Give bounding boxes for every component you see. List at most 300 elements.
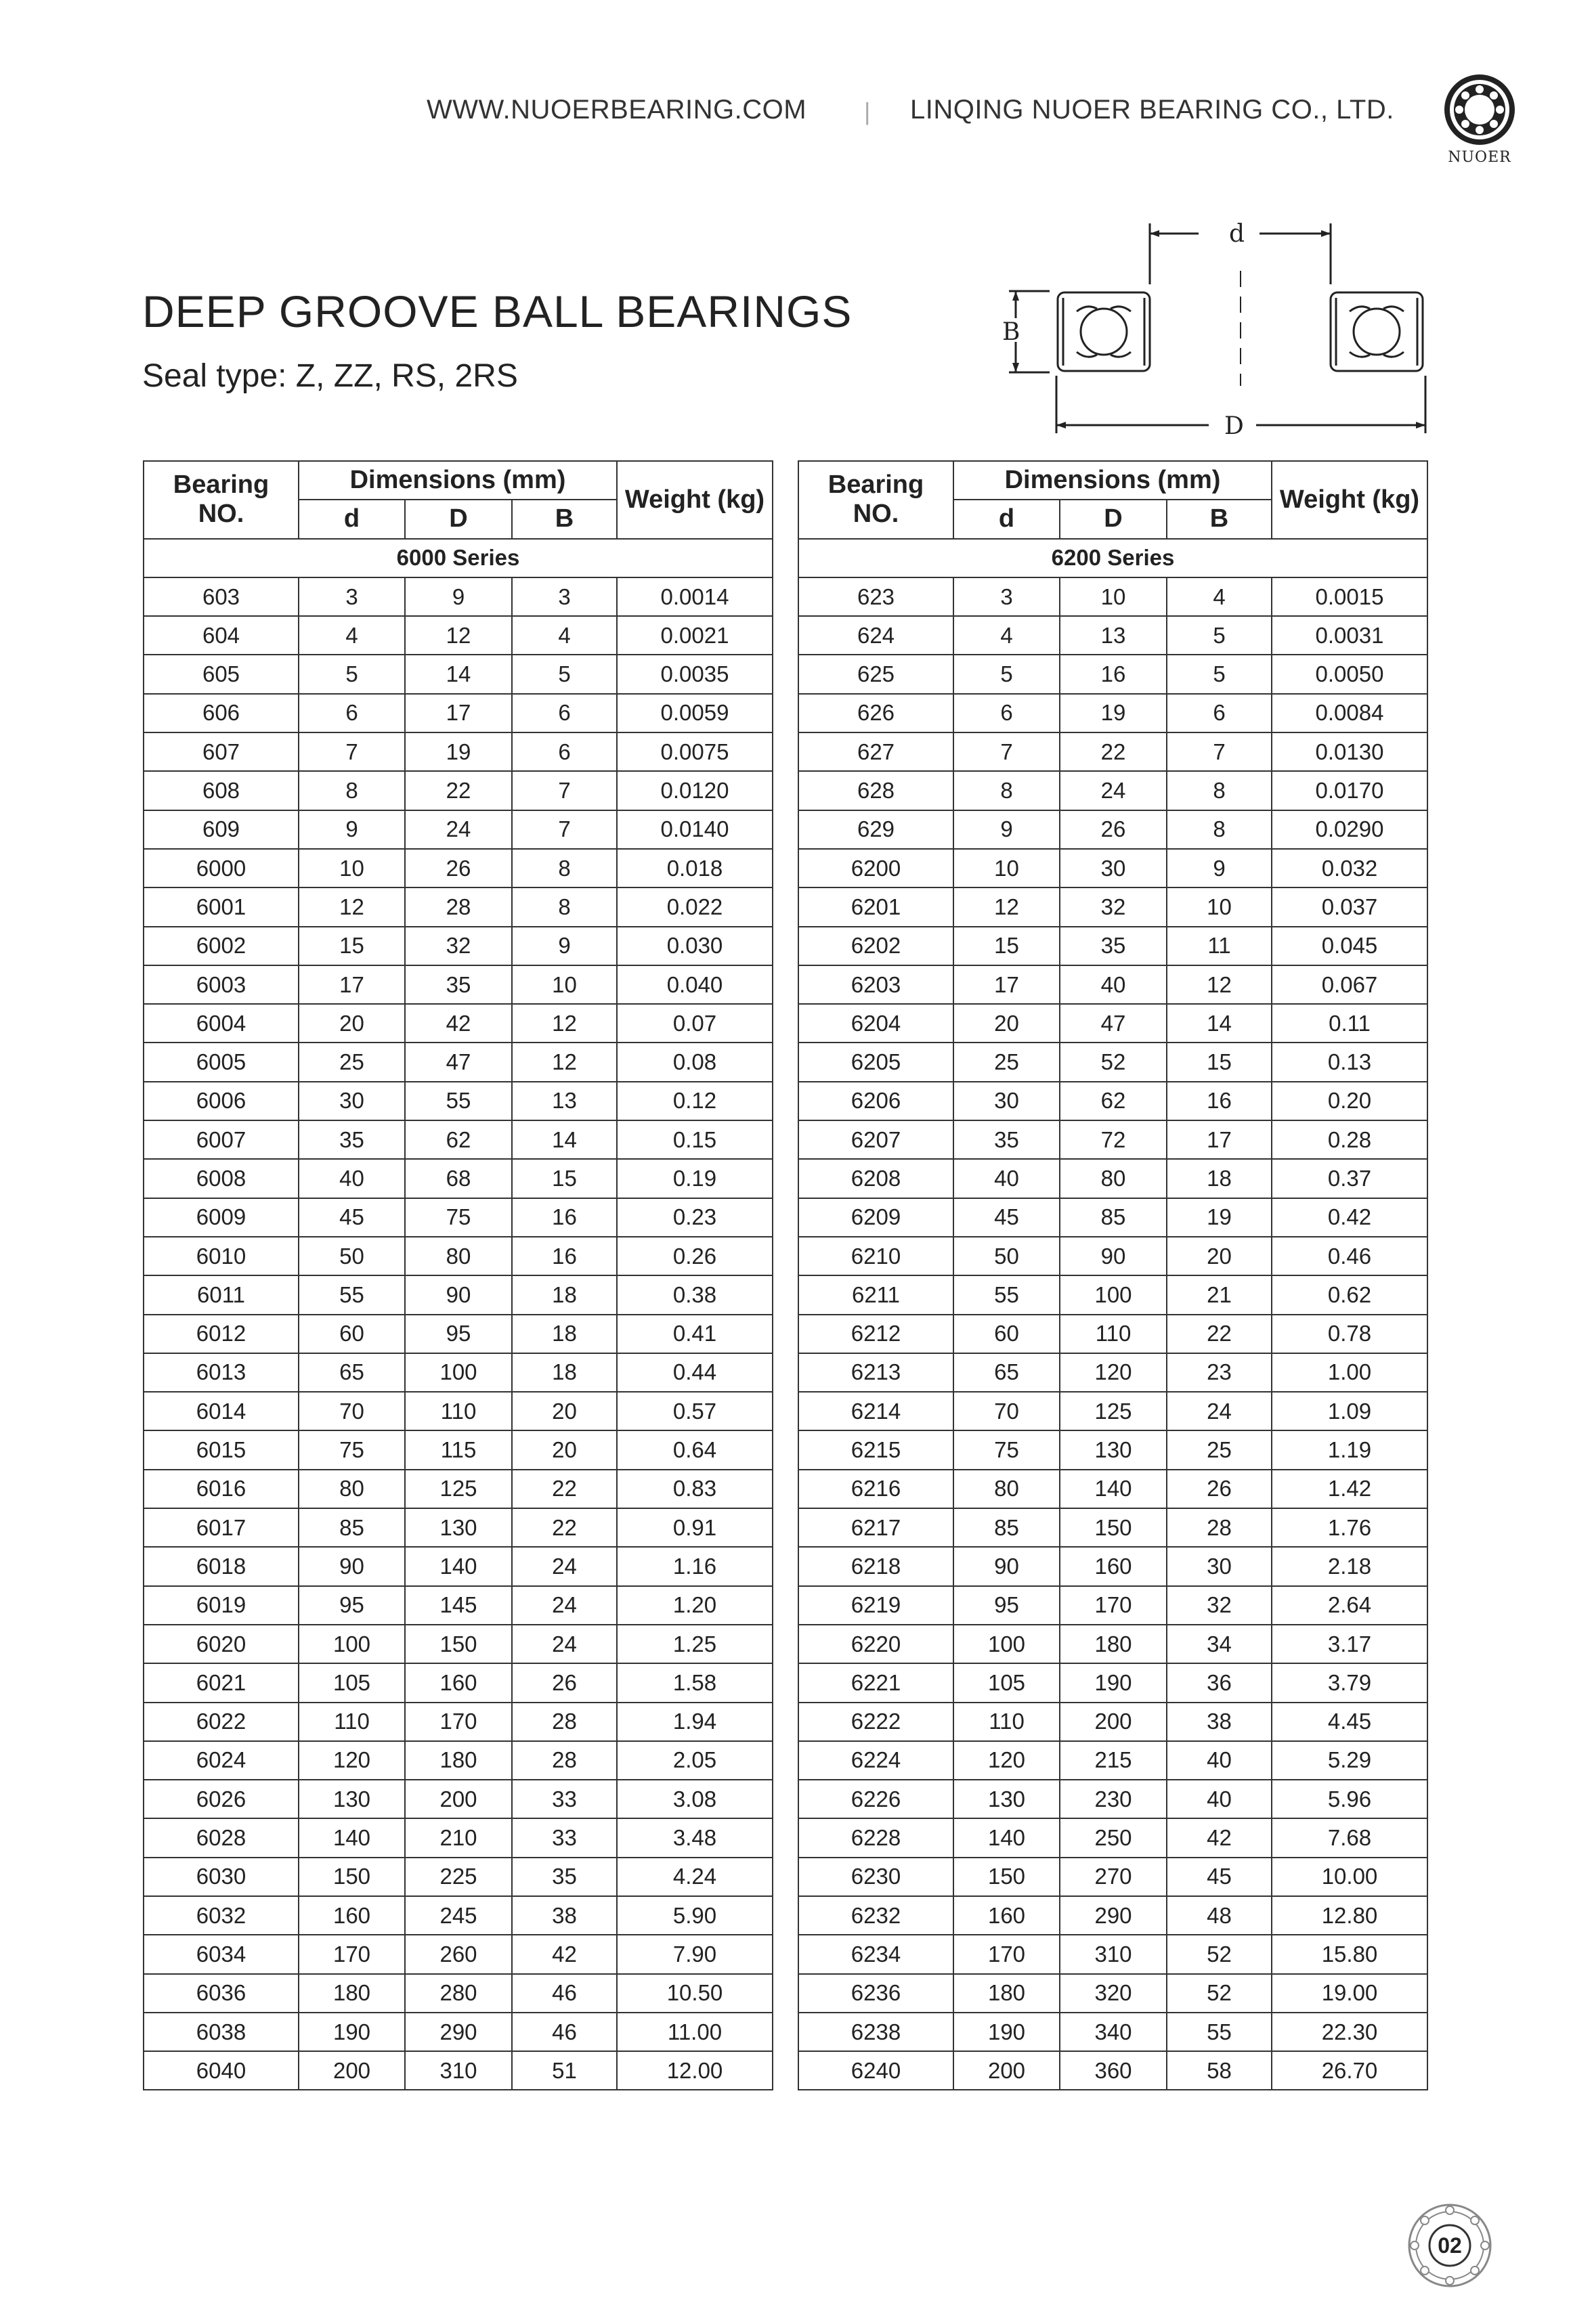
weight-header: Weight (kg) — [1272, 461, 1427, 539]
table-row — [798, 965, 1427, 1004]
dim-d-cell: 17 — [953, 965, 1060, 1004]
dim-B-cell: 20 — [512, 1392, 617, 1430]
seal-type-subtitle: Seal type: Z, ZZ, RS, 2RS — [142, 358, 518, 394]
dim-B-cell: 3 — [512, 577, 617, 616]
table-row — [798, 2051, 1427, 2090]
bearing-no-cell: 6007 — [144, 1120, 299, 1159]
weight-cell: 0.0035 — [617, 655, 773, 693]
table-row — [144, 1237, 773, 1275]
dim-B-cell: 38 — [1167, 1703, 1272, 1741]
table-row — [144, 1974, 773, 2013]
bearing-no-cell: 6012 — [144, 1315, 299, 1353]
table-row — [144, 1353, 773, 1392]
dim-B-cell: 8 — [1167, 810, 1272, 849]
bearing-no-cell: 6017 — [144, 1508, 299, 1547]
weight-cell: 0.28 — [1272, 1120, 1427, 1159]
dim-B-cell: 24 — [512, 1625, 617, 1663]
bearing-no-cell: 6032 — [144, 1896, 299, 1935]
weight-cell: 1.76 — [1272, 1508, 1427, 1547]
table-row — [798, 1159, 1427, 1198]
dim-B-cell: 52 — [1167, 1974, 1272, 2013]
dim-D-cell: 145 — [405, 1586, 512, 1625]
table-row — [798, 1780, 1427, 1818]
dim-d-cell: 160 — [299, 1896, 405, 1935]
bearing-no-cell: 606 — [144, 694, 299, 732]
table-row — [798, 1043, 1427, 1081]
table-row — [798, 1896, 1427, 1935]
table-row — [144, 1625, 773, 1663]
dim-d-cell: 70 — [953, 1392, 1060, 1430]
dim-d-cell: 170 — [299, 1935, 405, 1973]
dim-B-cell: 10 — [1167, 887, 1272, 926]
dim-d-cell: 12 — [299, 887, 405, 926]
table-row — [144, 887, 773, 926]
bearing-no-cell: 6211 — [798, 1275, 953, 1314]
bearing-no-cell: 6011 — [144, 1275, 299, 1314]
dim-d-cell: 20 — [299, 1004, 405, 1043]
header-row — [798, 461, 1427, 500]
bearing-no-cell: 6213 — [798, 1353, 953, 1392]
weight-cell: 0.0140 — [617, 810, 773, 849]
dim-d-cell: 17 — [299, 965, 405, 1004]
dim-B-cell: 38 — [512, 1896, 617, 1935]
dim-d-cell: 85 — [299, 1508, 405, 1547]
dim-B-cell: 24 — [1167, 1392, 1272, 1430]
dim-D-cell: 26 — [405, 849, 512, 887]
dim-d-cell: 60 — [299, 1315, 405, 1353]
weight-cell: 0.0084 — [1272, 694, 1427, 732]
weight-cell: 0.037 — [1272, 887, 1427, 926]
dim-d-cell: 150 — [299, 1858, 405, 1896]
bearing-no-cell: 6216 — [798, 1470, 953, 1508]
table-row — [798, 771, 1427, 810]
weight-cell: 3.48 — [617, 1818, 773, 1857]
dim-d-cell: 4 — [299, 616, 405, 655]
bearing-no-cell: 6203 — [798, 965, 953, 1004]
dim-D-cell: 200 — [1060, 1703, 1167, 1741]
weight-cell: 15.80 — [1272, 1935, 1427, 1973]
weight-cell: 0.067 — [1272, 965, 1427, 1004]
header-separator: | — [864, 97, 871, 125]
dim-D-cell: 115 — [405, 1430, 512, 1469]
bearing-no-cell: 6036 — [144, 1974, 299, 2013]
dim-D-cell: 75 — [405, 1198, 512, 1237]
table-row — [144, 1663, 773, 1702]
dim-B-cell: 9 — [1167, 849, 1272, 887]
series-label: 6000 Series — [144, 539, 773, 577]
weight-cell: 0.0290 — [1272, 810, 1427, 849]
dim-d-cell: 8 — [953, 771, 1060, 810]
table-row — [798, 655, 1427, 693]
dim-d-cell: 140 — [953, 1818, 1060, 1857]
series-row — [798, 539, 1427, 577]
dim-d-cell: 6 — [953, 694, 1060, 732]
table-row — [798, 1353, 1427, 1392]
weight-cell: 0.57 — [617, 1392, 773, 1430]
dim-D-cell: 225 — [405, 1858, 512, 1896]
bearing-no-cell: 623 — [798, 577, 953, 616]
dim-D-cell: 280 — [405, 1974, 512, 2013]
page-number-bearing-icon — [1406, 2201, 1494, 2289]
dim-D-cell: 110 — [405, 1392, 512, 1430]
dim-D-cell: 32 — [405, 927, 512, 965]
table-row — [144, 1703, 773, 1741]
dim-D-cell: 24 — [1060, 771, 1167, 810]
bearing-no-cell: 6020 — [144, 1625, 299, 1663]
table-row — [144, 1547, 773, 1585]
dim-D-cell: 140 — [1060, 1470, 1167, 1508]
dim-D-cell: 170 — [1060, 1586, 1167, 1625]
dim-d-cell: 50 — [953, 1237, 1060, 1275]
weight-cell: 0.045 — [1272, 927, 1427, 965]
col-d-header: d — [299, 500, 405, 538]
bearing-no-cell: 624 — [798, 616, 953, 655]
dim-D-cell: 16 — [1060, 655, 1167, 693]
bearing-no-cell: 608 — [144, 771, 299, 810]
dim-D-cell: 24 — [405, 810, 512, 849]
dim-D-cell: 130 — [1060, 1430, 1167, 1469]
dim-B-cell: 58 — [1167, 2051, 1272, 2090]
bearing-no-cell: 6205 — [798, 1043, 953, 1081]
dim-d-cell: 15 — [953, 927, 1060, 965]
table-row — [798, 1430, 1427, 1469]
bearing-no-cell: 6232 — [798, 1896, 953, 1935]
table-row — [144, 810, 773, 849]
bearing-no-cell: 6016 — [144, 1470, 299, 1508]
weight-cell: 10.50 — [617, 1974, 773, 2013]
dim-D-cell: 80 — [1060, 1159, 1167, 1198]
bearing-no-cell: 6014 — [144, 1392, 299, 1430]
bearing-no-cell: 6226 — [798, 1780, 953, 1818]
table-row — [144, 694, 773, 732]
table-row — [144, 1315, 773, 1353]
dim-D-cell: 90 — [405, 1275, 512, 1314]
table-row — [798, 616, 1427, 655]
series-row — [144, 539, 773, 577]
weight-cell: 2.05 — [617, 1741, 773, 1780]
weight-cell: 3.79 — [1272, 1663, 1427, 1702]
weight-cell: 12.80 — [1272, 1896, 1427, 1935]
weight-cell: 10.00 — [1272, 1858, 1427, 1896]
diagram-label-B: B — [1002, 318, 1020, 346]
weight-cell: 1.16 — [617, 1547, 773, 1585]
dim-D-cell: 90 — [1060, 1237, 1167, 1275]
dim-D-cell: 42 — [405, 1004, 512, 1043]
bearing-no-cell: 6240 — [798, 2051, 953, 2090]
weight-cell: 1.58 — [617, 1663, 773, 1702]
dim-B-cell: 22 — [1167, 1315, 1272, 1353]
dim-d-cell: 35 — [299, 1120, 405, 1159]
table-row — [798, 1004, 1427, 1043]
dim-d-cell: 25 — [299, 1043, 405, 1081]
table-row — [798, 1586, 1427, 1625]
bearing-no-cell: 6228 — [798, 1818, 953, 1857]
dim-D-cell: 125 — [1060, 1392, 1167, 1430]
bearing-no-cell: 6221 — [798, 1663, 953, 1702]
table-row — [144, 577, 773, 616]
bearing-no-cell: 6006 — [144, 1082, 299, 1120]
bearing-no-cell: 6038 — [144, 2013, 299, 2051]
weight-cell: 3.08 — [617, 1780, 773, 1818]
dim-D-cell: 150 — [405, 1625, 512, 1663]
table-row — [798, 810, 1427, 849]
dim-D-cell: 19 — [1060, 694, 1167, 732]
weight-cell: 0.0014 — [617, 577, 773, 616]
dim-d-cell: 3 — [953, 577, 1060, 616]
table-row — [144, 1935, 773, 1973]
dim-d-cell: 140 — [299, 1818, 405, 1857]
dim-d-cell: 90 — [299, 1547, 405, 1585]
bearing-no-cell: 6202 — [798, 927, 953, 965]
dim-d-cell: 7 — [299, 732, 405, 771]
dim-B-cell: 10 — [512, 965, 617, 1004]
bearing-header-line1: Bearing — [827, 470, 924, 500]
weight-cell: 0.0059 — [617, 694, 773, 732]
bearing-no-cell: 6024 — [144, 1741, 299, 1780]
table-row — [798, 1703, 1427, 1741]
dim-B-cell: 46 — [512, 1974, 617, 2013]
dim-d-cell: 3 — [299, 577, 405, 616]
bearing-no-cell: 626 — [798, 694, 953, 732]
dim-d-cell: 45 — [299, 1198, 405, 1237]
bearing-no-cell: 6218 — [798, 1547, 953, 1585]
table-row — [144, 771, 773, 810]
bearing-no-cell: 6003 — [144, 965, 299, 1004]
dim-B-cell: 35 — [512, 1858, 617, 1896]
bearing-no-cell: 6210 — [798, 1237, 953, 1275]
bearing-no-cell: 605 — [144, 655, 299, 693]
bearing-no-cell: 6208 — [798, 1159, 953, 1198]
dim-d-cell: 180 — [953, 1974, 1060, 2013]
dim-d-cell: 5 — [299, 655, 405, 693]
weight-cell: 1.00 — [1272, 1353, 1427, 1392]
page-title: DEEP GROOVE BALL BEARINGS — [142, 286, 853, 336]
weight-cell: 0.08 — [617, 1043, 773, 1081]
weight-cell: 0.0015 — [1272, 577, 1427, 616]
dim-d-cell: 70 — [299, 1392, 405, 1430]
dim-B-cell: 28 — [512, 1741, 617, 1780]
dim-D-cell: 22 — [1060, 732, 1167, 771]
table-row — [798, 1315, 1427, 1353]
dim-B-cell: 40 — [1167, 1780, 1272, 1818]
dim-D-cell: 35 — [1060, 927, 1167, 965]
table-row — [144, 1470, 773, 1508]
bearing-no-cell: 6206 — [798, 1082, 953, 1120]
weight-cell: 11.00 — [617, 2013, 773, 2051]
table-row — [144, 1120, 773, 1159]
series-label: 6200 Series — [798, 539, 1427, 577]
bearing-no-cell: 625 — [798, 655, 953, 693]
table-row — [798, 849, 1427, 887]
dim-B-cell: 18 — [1167, 1159, 1272, 1198]
website-url[interactable]: WWW.NUOERBEARING.COM — [427, 95, 807, 125]
dim-d-cell: 80 — [953, 1470, 1060, 1508]
dim-B-cell: 14 — [1167, 1004, 1272, 1043]
dim-D-cell: 200 — [405, 1780, 512, 1818]
weight-cell: 4.24 — [617, 1858, 773, 1896]
dim-D-cell: 120 — [1060, 1353, 1167, 1392]
table-row — [798, 1935, 1427, 1973]
table-row — [144, 1858, 773, 1896]
company-logo — [1437, 68, 1522, 169]
dim-B-cell: 22 — [512, 1470, 617, 1508]
bearing-no-cell: 6015 — [144, 1430, 299, 1469]
table-row — [144, 1818, 773, 1857]
dim-d-cell: 75 — [299, 1430, 405, 1469]
dim-d-cell: 180 — [299, 1974, 405, 2013]
table-row — [144, 1082, 773, 1120]
table-row — [144, 1159, 773, 1198]
bearing-no-cell: 6034 — [144, 1935, 299, 1973]
dim-d-cell: 7 — [953, 732, 1060, 771]
weight-cell: 22.30 — [1272, 2013, 1427, 2051]
table-row — [144, 2051, 773, 2090]
table-row — [144, 965, 773, 1004]
weight-cell: 0.19 — [617, 1159, 773, 1198]
dim-B-cell: 8 — [1167, 771, 1272, 810]
dim-D-cell: 95 — [405, 1315, 512, 1353]
dim-B-cell: 7 — [512, 810, 617, 849]
table-row — [144, 655, 773, 693]
weight-cell: 0.23 — [617, 1198, 773, 1237]
dim-B-cell: 42 — [512, 1935, 617, 1973]
bearing-no-cell: 6018 — [144, 1547, 299, 1585]
dim-d-cell: 90 — [953, 1547, 1060, 1585]
dim-B-cell: 26 — [1167, 1470, 1272, 1508]
dim-B-cell: 36 — [1167, 1663, 1272, 1702]
bearing-dimension-diagram — [975, 210, 1436, 447]
dim-d-cell: 50 — [299, 1237, 405, 1275]
weight-cell: 2.18 — [1272, 1547, 1427, 1585]
bearing-no-cell: 607 — [144, 732, 299, 771]
dim-B-cell: 48 — [1167, 1896, 1272, 1935]
dim-D-cell: 14 — [405, 655, 512, 693]
weight-cell: 0.41 — [617, 1315, 773, 1353]
dim-B-cell: 32 — [1167, 1586, 1272, 1625]
bearing-no-cell: 6220 — [798, 1625, 953, 1663]
dim-D-cell: 10 — [1060, 577, 1167, 616]
weight-cell: 0.018 — [617, 849, 773, 887]
table-row — [144, 1430, 773, 1469]
dim-D-cell: 40 — [1060, 965, 1167, 1004]
dim-B-cell: 20 — [512, 1430, 617, 1469]
dim-B-cell: 7 — [512, 771, 617, 810]
dim-d-cell: 45 — [953, 1198, 1060, 1237]
dim-d-cell: 170 — [953, 1935, 1060, 1973]
dim-D-cell: 230 — [1060, 1780, 1167, 1818]
table-row — [144, 1043, 773, 1081]
col-d-header: d — [953, 500, 1060, 538]
table-row — [144, 1004, 773, 1043]
dim-D-cell: 80 — [405, 1237, 512, 1275]
dim-D-cell: 260 — [405, 1935, 512, 1973]
dim-B-cell: 24 — [512, 1586, 617, 1625]
header-row — [144, 461, 773, 500]
table-row — [798, 1392, 1427, 1430]
table-row — [798, 694, 1427, 732]
col-D-header: D — [405, 500, 512, 538]
dim-D-cell: 140 — [405, 1547, 512, 1585]
weight-cell: 0.83 — [617, 1470, 773, 1508]
dim-B-cell: 28 — [512, 1703, 617, 1741]
weight-cell: 0.26 — [617, 1237, 773, 1275]
bearing-no-cell: 6224 — [798, 1741, 953, 1780]
dim-B-cell: 52 — [1167, 1935, 1272, 1973]
weight-cell: 0.0075 — [617, 732, 773, 771]
dim-B-cell: 30 — [1167, 1547, 1272, 1585]
dim-B-cell: 55 — [1167, 2013, 1272, 2051]
table-row — [798, 577, 1427, 616]
weight-cell: 0.0031 — [1272, 616, 1427, 655]
dim-d-cell: 4 — [953, 616, 1060, 655]
bearing-no-cell: 629 — [798, 810, 953, 849]
logo-text: NUOER — [1448, 149, 1511, 166]
bearing-no-cell: 6238 — [798, 2013, 953, 2051]
bearing-no-cell: 6028 — [144, 1818, 299, 1857]
dim-d-cell: 5 — [953, 655, 1060, 693]
dim-d-cell: 75 — [953, 1430, 1060, 1469]
dim-B-cell: 46 — [512, 2013, 617, 2051]
table-6000-series — [143, 460, 773, 2090]
dim-B-cell: 4 — [1167, 577, 1272, 616]
dim-D-cell: 160 — [405, 1663, 512, 1702]
bearing-no-cell: 6013 — [144, 1353, 299, 1392]
table-row — [144, 849, 773, 887]
dim-D-cell: 340 — [1060, 2013, 1167, 2051]
dim-d-cell: 60 — [953, 1315, 1060, 1353]
bearing-no-cell: 6230 — [798, 1858, 953, 1896]
dim-D-cell: 150 — [1060, 1508, 1167, 1547]
weight-cell: 1.94 — [617, 1703, 773, 1741]
bearing-no-cell: 6019 — [144, 1586, 299, 1625]
dim-d-cell: 8 — [299, 771, 405, 810]
table-row — [798, 1858, 1427, 1896]
dim-B-cell: 12 — [1167, 965, 1272, 1004]
bearing-no-cell: 6026 — [144, 1780, 299, 1818]
dim-d-cell: 120 — [299, 1741, 405, 1780]
dim-B-cell: 20 — [1167, 1237, 1272, 1275]
bearing-no-cell: 6008 — [144, 1159, 299, 1198]
dim-B-cell: 9 — [512, 927, 617, 965]
bearing-no-cell: 6212 — [798, 1315, 953, 1353]
dim-d-cell: 160 — [953, 1896, 1060, 1935]
col-D-header: D — [1060, 500, 1167, 538]
table-row — [798, 1198, 1427, 1237]
dim-d-cell: 40 — [299, 1159, 405, 1198]
bearing-no-cell: 627 — [798, 732, 953, 771]
dim-B-cell: 23 — [1167, 1353, 1272, 1392]
dim-D-cell: 72 — [1060, 1120, 1167, 1159]
bearing-no-cell: 6214 — [798, 1392, 953, 1430]
dim-d-cell: 55 — [953, 1275, 1060, 1314]
bearing-header-line1: Bearing — [173, 470, 270, 500]
weight-cell: 0.13 — [1272, 1043, 1427, 1081]
weight-cell: 19.00 — [1272, 1974, 1427, 2013]
table-row — [144, 616, 773, 655]
dim-D-cell: 62 — [1060, 1082, 1167, 1120]
dim-D-cell: 35 — [405, 965, 512, 1004]
dim-d-cell: 35 — [953, 1120, 1060, 1159]
table-row — [798, 927, 1427, 965]
dim-d-cell: 100 — [953, 1625, 1060, 1663]
page-header — [0, 95, 1571, 135]
dim-d-cell: 130 — [299, 1780, 405, 1818]
dimensions-header: Dimensions (mm) — [299, 461, 617, 500]
dim-B-cell: 18 — [512, 1275, 617, 1314]
col-B-header: B — [1167, 500, 1272, 538]
dim-D-cell: 19 — [405, 732, 512, 771]
dim-B-cell: 7 — [1167, 732, 1272, 771]
